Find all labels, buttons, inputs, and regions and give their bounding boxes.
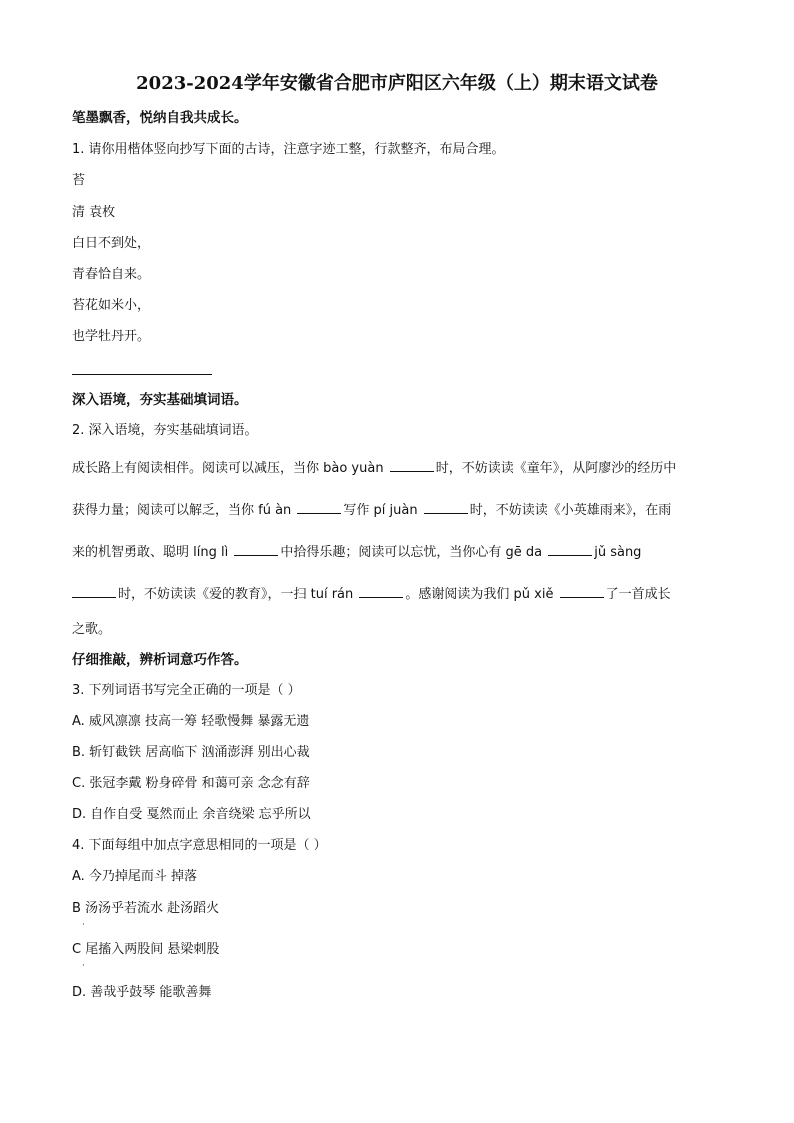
question-1: 1. 请你用楷体竖向抄写下面的古诗，注意字迹工整，行款整齐，布局合理。	[72, 142, 505, 157]
poem-line-3: 苔花如米小，	[72, 298, 151, 313]
q3-option-b[interactable]: B. 斩钉截铁 居高临下 汹涌澎湃 别出心裁	[72, 745, 310, 760]
fill-text: 时，不妨读读《小英雄雨来》，在雨	[469, 503, 672, 518]
blank-ling-li[interactable]	[234, 543, 278, 556]
blank-fu-an[interactable]	[297, 501, 341, 514]
blank-ge-da[interactable]	[548, 543, 592, 556]
poem-title: 苔	[72, 173, 86, 188]
fill-text: 之歌。	[72, 622, 112, 637]
fill-text: 成长路上有阅读相伴。阅读可以减压，当你 bào yuàn	[72, 461, 388, 476]
fill-text: 获得力量；阅读可以解乏，当你 fú àn	[72, 503, 296, 518]
fill-text: 写作 pí juàn	[343, 503, 422, 518]
q3-option-d[interactable]: D. 自作自受 戛然而止 余音绕梁 忘乎所以	[72, 807, 311, 822]
q4-option-c[interactable]: C 尾搐入两股间 悬梁刺股	[72, 942, 220, 957]
section-heading-2: 深入语境，夯实基础填词语。	[72, 392, 248, 408]
question-4: 4. 下面每组中加点字意思相同的一项是（ ）	[72, 838, 327, 853]
fill-line-1	[72, 459, 676, 477]
question-3: 3. 下列词语书写完全正确的一项是（ ）	[72, 683, 301, 698]
fill-text: 时，不妨读读《童年》，从阿廖沙的经历中	[435, 461, 677, 476]
fill-text: jǔ sàng	[594, 545, 642, 560]
fill-line-2	[72, 501, 671, 519]
blank-pi-juan[interactable]	[424, 501, 468, 514]
poem-line-2: 青春恰自来。	[72, 267, 151, 282]
q4-option-b[interactable]: B 汤汤乎若流水 赴汤蹈火	[72, 901, 220, 916]
emphasis-dot-icon: ·	[82, 961, 85, 971]
q4-option-a[interactable]: A. 今乃掉尾而斗 掉落	[72, 869, 198, 884]
blank-tui-ran[interactable]	[359, 585, 403, 598]
q3-option-c[interactable]: C. 张冠李戴 粉身碎骨 和蔼可亲 念念有辞	[72, 776, 310, 791]
poem-author: 清 袁枚	[72, 205, 116, 220]
page-title: 2023-2024学年安徽省合肥市庐阳区六年级（上）期末语文试卷	[136, 73, 658, 94]
question-2: 2. 深入语境，夯实基础填词语。	[72, 423, 258, 438]
fill-text: 。感谢阅读为我们 pǔ xiě	[405, 587, 558, 602]
blank-bao-yuan[interactable]	[390, 459, 434, 472]
fill-text: 了一首成长	[605, 587, 671, 602]
fill-line-5	[72, 622, 111, 638]
q3-option-a[interactable]: A. 威风凛凛 技高一筹 轻歌慢舞 暴露无遗	[72, 714, 310, 729]
blank-ju-sang[interactable]	[72, 585, 116, 598]
blank-pu-xie[interactable]	[560, 585, 604, 598]
section-heading-3: 仔细推敲，辨析词意巧作答。	[72, 652, 248, 668]
fill-line-3	[72, 543, 641, 561]
poem-line-4: 也学牡丹开。	[72, 329, 151, 344]
poem-line-1: 白日不到处，	[72, 236, 151, 251]
section-heading-1: 笔墨飘香，悦纳自我共成长。	[72, 110, 248, 126]
fill-text: 来的机智勇敢、聪明 líng lì	[72, 545, 233, 560]
fill-line-4	[72, 585, 671, 603]
answer-line	[72, 374, 212, 375]
fill-text: 中拾得乐趣；阅读可以忘忧，当你心有 gē da	[280, 545, 547, 560]
emphasis-dot-icon: ·	[82, 920, 85, 930]
q4-option-d[interactable]: D. 善哉乎鼓琴 能歌善舞	[72, 985, 212, 1000]
fill-text: 时，不妨读读《爱的教育》，一扫 tuí rán	[118, 587, 358, 602]
